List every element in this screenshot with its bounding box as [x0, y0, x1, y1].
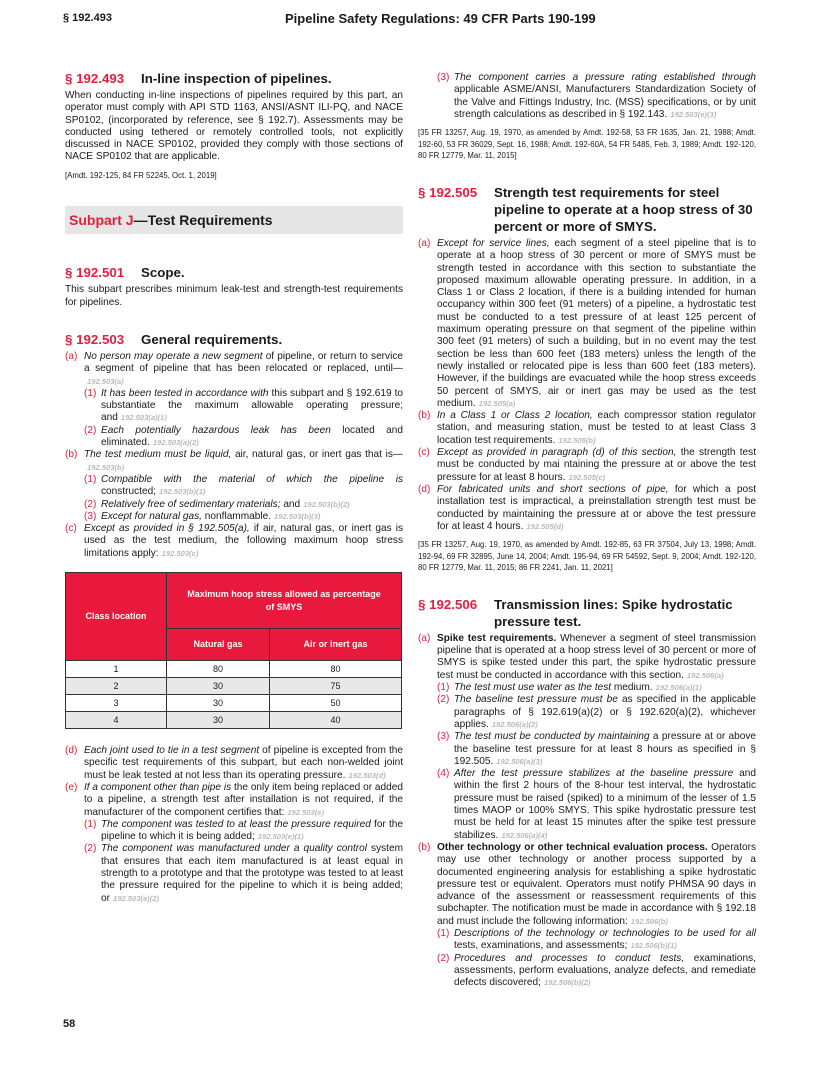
section-title: Strength test requirements for steel pipeline to operate at a hoop stress of 30 percent or more of SMYS.	[494, 184, 753, 234]
paragraph-item	[418, 768, 756, 842]
paragraph-reference-tag: 192.503(c)	[161, 548, 199, 558]
paragraph-reference-tag: 192.503(b)(2)	[303, 499, 350, 509]
paragraph-label: (3)	[437, 72, 450, 83]
paragraph-text: and within the first 2 hours of the 8-hour test interval, the hydrostatic pressure must be raised (spiked) to a minimum of the lesser of 1.5 times MAOP or 100% SMYS. This spike hydrostatic pressure test must be held for at least 15 minutes after the spike test pressure stabilizes.	[454, 768, 756, 841]
hoop-stress-table	[65, 572, 402, 729]
paragraph-item	[65, 523, 403, 560]
paragraph-reference-tag: 192.503(b)(3)	[274, 511, 321, 521]
paragraph-reference-tag: 192.505(a)	[478, 398, 516, 408]
paragraph-reference-tag: 192.503(e)(2)	[112, 893, 159, 903]
paragraph-label: (d)	[418, 483, 431, 495]
paragraph-label: (1)	[437, 682, 450, 694]
section-heading-192-503	[65, 331, 403, 348]
paragraph-italic-lead: Except as provided in § 192.505(a),	[84, 523, 250, 535]
paragraph-list	[418, 633, 756, 990]
paragraph-item	[65, 499, 403, 511]
amendment-citation: [35 FR 13257, Aug. 19, 1970, as amended by Amdt. 192-85, 63 FR 37504, July 13, 1998; Amdt. 192-94, 69 FR 32895, June 14, 2004; Amdt. 195-94, 69 FR 54592, Sept. 9, 2004; Amdt. 192-120, 80 FR 12779, Mar. 11, 2015; 86 FR 2241, Jan. 11, 2021]	[418, 540, 756, 573]
paragraph-italic-lead: No person may operate a new segment	[84, 350, 263, 362]
paragraph-italic-lead: Each joint used to tie in a test segment	[84, 745, 260, 757]
paragraph-text: as specified in the applicable paragraphs of § 192.619(a)(2) or § 192.620(a)(2), whichever applies.	[454, 694, 756, 730]
paragraph-text: tests, examinations, and assessments;	[454, 940, 628, 952]
paragraph-reference-tag: 192.506(b)(2)	[543, 978, 591, 988]
table-header-class-location: Class location	[66, 573, 167, 661]
paragraph-text: system that ensures that each item manufactured is at least equal in strength to a prototype and that the prototype was tested to at least the pressure required for the pipeline to which it is being added; or	[101, 843, 403, 904]
table-header-air-inert-gas: Air or inert gas	[269, 629, 401, 661]
paragraph-item	[418, 72, 756, 121]
paragraph-italic-lead: The test must use water as the test	[454, 682, 612, 694]
paragraph-item	[418, 484, 756, 533]
paragraph-text: nonflammable.	[202, 510, 272, 522]
section-body: This subpart prescribes minimum leak-test and strength-test requirements for pipelines.	[65, 284, 403, 308]
paragraph-list	[65, 745, 403, 905]
paragraph-text: Operators may use other technology or another process supported by a documented engineering analysis for establishing a spike hydrostatic pressure test or equivalent. Operators must notify PHMSA 90 days in advance of the assessment or reassessment requirements of this subchapter. The notification must be made in accordance with § 192.18 and must include the following information:	[437, 841, 757, 927]
section-title: Transmission lines: Spike hydrostatic pressure test.	[494, 596, 733, 629]
paragraph-italic-lead: The test medium must be liquid,	[84, 449, 232, 461]
paragraph-item	[418, 694, 756, 731]
paragraph-text: Whenever a segment of steel transmission pipeline that is operated at a hoop stress level of 30 percent or more of SMYS is spike tested under this part, the spike hydrostatic pressure test must be conducted in accordance with this section.	[437, 632, 756, 681]
paragraph-text: the only item being replaced or added to a pipeline, a strength test after installation is not required, if the manufacturer of the component certifies that:	[84, 781, 403, 818]
table-cell: 3	[66, 695, 167, 712]
paragraph-reference-tag: 192.503(e)(1)	[257, 832, 304, 842]
table-cell: 80	[269, 661, 401, 678]
paragraph-item	[65, 425, 403, 450]
paragraph-text: air, natural gas, or inert gas that is—	[231, 449, 404, 461]
paragraph-reference-tag: 192.506(b)	[630, 916, 668, 926]
paragraph-item	[65, 843, 403, 904]
paragraph-text: if air, natural gas, or inert gas is used as the test medium, the following maximum hoop stress limitations apply:	[84, 523, 403, 559]
paragraph-italic-lead: Relatively free of sedimentary materials;	[101, 498, 281, 510]
paragraph-reference-tag: 192.505(d)	[526, 521, 564, 531]
paragraph-item	[418, 633, 756, 682]
paragraph-reference-tag: 192.503(d)	[348, 770, 386, 780]
paragraph-text: located and eliminated.	[101, 424, 403, 449]
paragraph-reference-tag: 192.506(a)	[686, 670, 724, 680]
paragraph-text: of pipeline is excepted from the specific test requirements of this subpart, but each non-welded joint must be leak tested at not less than its operating pressure.	[84, 745, 403, 781]
paragraph-label: (2)	[84, 498, 97, 510]
paragraph-text: for which a post installation test is impractical, a preinstallation strength test must be conducted by maintaining the pressure at or above the test pressure for at least 4 hours.	[437, 483, 756, 532]
paragraph-item	[418, 238, 756, 410]
section-number: § 192.501	[65, 265, 125, 281]
table-cell: 80	[167, 661, 270, 678]
left-column	[65, 70, 403, 905]
section-heading-192-493	[65, 70, 403, 87]
paragraph-label: (b)	[418, 841, 431, 853]
paragraph-item	[65, 511, 403, 523]
page-number: 58	[63, 1018, 76, 1030]
paragraph-reference-tag: 192.506(a)(3)	[496, 756, 543, 766]
table-header-group: Maximum hoop stress allowed as percentage of SMYS	[167, 573, 402, 629]
section-number: § 192.493	[65, 71, 125, 86]
paragraph-item	[418, 682, 756, 694]
paragraph-label: (d)	[65, 745, 78, 757]
running-header-title: Pipeline Safety Regulations: 49 CFR Parts 190-199	[285, 11, 596, 26]
paragraph-italic-lead: Except for service lines,	[437, 237, 550, 249]
paragraph-italic-lead: Each potentially hazardous leak has been	[101, 424, 331, 436]
paragraph-text: and	[280, 498, 301, 510]
paragraph-label: (b)	[418, 410, 431, 422]
paragraph-text: each segment of a steel pipeline that is to operate at a hoop stress of 30 percent or more of SMYS must be strength tested in accordance with this section to substantiate the proposed maximum allowable operating pressure. In addition, in a Class 1 or Class 2 location, if there is a building intended for human occupancy within 300 feet (91 meters) of a pipeline, a hydrostatic test must be conducted to a test pressure of at least 125 percent of maximum operating pressure on that segment of the pipeline within 300 feet (91 meters) of such a building, but in no event may the test section be less than 600 feet (183 meters) unless the length of the newly installed or relocated pipe is less than 600 feet (183 meters). However, if the buildings are evacuated while the hoop stress exceeds 50 percent of SMYS, air or inert gas may be used as the test medium.	[437, 237, 756, 409]
paragraph-text: for the pipeline to which it is being added;	[101, 818, 404, 843]
paragraph-list	[65, 351, 403, 560]
paragraph-item	[418, 731, 756, 768]
paragraph-reference-tag: 192.506(a)(4)	[501, 830, 548, 840]
section-title: Scope.	[141, 265, 185, 281]
table-cell: 1	[66, 661, 167, 678]
paragraph-heading: Spike test requirements.	[437, 632, 557, 644]
paragraph-italic-lead: Except for natural gas,	[101, 510, 202, 522]
paragraph-text: a pressure at or above the baseline test pressure for at least 8 hours as specified in § 192.505.	[454, 731, 757, 767]
paragraph-text: the strength test must be conducted by mai ntaining the pressure at or above the test pressure for at least 8 hours.	[437, 447, 757, 483]
paragraph-label: (3)	[437, 731, 450, 743]
paragraph-item	[65, 819, 403, 844]
table-header-natural-gas: Natural gas	[167, 629, 270, 661]
paragraph-italic-lead: The baseline test pressure must be	[454, 694, 618, 706]
paragraph-item	[65, 745, 403, 782]
amendment-citation: [Amdt. 192-125, 84 FR 52245, Oct. 1, 2019]	[65, 170, 217, 180]
section-title: In-line inspection of pipelines.	[141, 71, 332, 86]
section-number: § 192.505	[418, 184, 478, 200]
subpart-heading	[65, 206, 403, 234]
paragraph-label: (2)	[437, 694, 450, 706]
paragraph-italic-lead: The component was manufactured under a quality control	[101, 843, 368, 855]
paragraph-italic-lead: The component was tested to at least the pressure required	[101, 818, 371, 830]
paragraph-item	[65, 388, 403, 425]
paragraph-text: applicable ASME/ANSI, Manufacturers Standardization Society of the Valve and Fittings Industry, Inc. (MSS) specifications, or by unit strength calculations as described in § 192.143.	[454, 84, 756, 120]
paragraph-label: (a)	[418, 237, 431, 249]
paragraph-text: of pipeline, or return to service a segment of pipeline that has been relocated or replaced, until—	[84, 350, 403, 375]
section-heading-192-501	[65, 264, 403, 281]
paragraph-item	[418, 410, 756, 447]
paragraph-italic-lead: The test must be conducted by maintaining	[454, 731, 650, 743]
paragraph-label: (4)	[437, 768, 450, 780]
paragraph-reference-tag: 192.503(b)(1)	[158, 487, 206, 497]
table-cell: 2	[66, 678, 167, 695]
paragraph-italic-lead: Descriptions of the technology or technologies to be used for all	[454, 928, 756, 939]
table-row	[66, 712, 402, 729]
section-heading-192-505	[418, 184, 756, 235]
table-row	[66, 661, 402, 678]
paragraph-reference-tag: 192.506(b)(1)	[630, 941, 677, 951]
paragraph-italic-lead: After the test pressure stabilizes at the baseline pressure	[454, 768, 734, 780]
table-cell: 4	[66, 712, 167, 729]
paragraph-list	[418, 238, 756, 533]
table-cell: 30	[167, 712, 270, 729]
running-header	[63, 11, 755, 27]
amendment-citation: [35 FR 13257, Aug. 19, 1970, as amended by Amdt. 192-58, 53 FR 1635, Jan. 21, 1988; Amdt. 192-60, 53 FR 36029, Sept. 16, 1988; Amdt. 192-60A, 54 FR 5485, Feb. 3, 1989; Amdt. 192-120, 80 FR 12779, Mar. 11, 2015]	[418, 128, 756, 161]
paragraph-reference-tag: 192.505(c)	[568, 472, 606, 482]
paragraph-text: constructed;	[101, 486, 156, 498]
paragraph-reference-tag: 192.506(a)(2)	[491, 719, 538, 729]
paragraph-italic-lead: It has been tested in accordance with	[101, 387, 269, 399]
paragraph-item	[65, 351, 403, 388]
paragraph-italic-lead: Procedures and processes to conduct tests,	[454, 952, 685, 964]
paragraph-item	[65, 449, 403, 474]
subpart-label: Subpart J	[69, 212, 134, 229]
paragraph-item	[418, 447, 756, 484]
paragraph-italic-lead: If a component other than pipe is	[84, 781, 232, 793]
paragraph-item	[418, 842, 756, 928]
paragraph-italic-lead: The component carries a pressure rating established through	[454, 72, 756, 83]
paragraph-reference-tag: 192.503(a)(2)	[152, 438, 199, 448]
paragraph-label: (1)	[84, 387, 97, 399]
table-cell: 75	[269, 678, 401, 695]
paragraph-reference-tag: 192.506(a)(1)	[655, 683, 702, 693]
table-cell: 30	[167, 678, 270, 695]
paragraph-label: (2)	[84, 843, 97, 855]
running-header-section: § 192.493	[63, 12, 112, 24]
subpart-title: —Test Requirements	[133, 212, 273, 229]
table-cell: 50	[269, 695, 401, 712]
paragraph-reference-tag: 192.505(b)	[558, 435, 596, 445]
section-body: When conducting in-line inspections of pipelines required by this part, an operator must comply with API STD 1163, ANSI/ASNT ILI-PQ, and NACE SP0102, (incorporated by reference, see § 192.7). Assessments may be conducted using tethered or remotely controlled tools, not explicitly discussed in NACE SP0102, provided they comply with those sections of NACE SP0102 that are applicable.	[65, 90, 403, 163]
paragraph-label: (b)	[65, 449, 78, 461]
paragraph-item	[418, 953, 756, 990]
section-number: § 192.506	[418, 596, 478, 612]
paragraph-label: (a)	[65, 350, 78, 362]
paragraph-label: (3)	[84, 510, 97, 522]
paragraph-heading: Other technology or other technical evaluation process.	[437, 841, 708, 853]
section-heading-192-506	[418, 596, 756, 630]
paragraph-text: examinations, assessments, perform evaluations, analyze defects, and remediate defects discovered;	[454, 952, 756, 989]
paragraph-reference-tag: 192.503(b)	[87, 462, 125, 472]
paragraph-reference-tag: 192.503(e)(3)	[670, 109, 717, 119]
paragraph-italic-lead: In a Class 1 or Class 2 location,	[437, 410, 593, 422]
table-row	[66, 695, 402, 712]
paragraph-label: (e)	[65, 781, 78, 793]
table-cell: 40	[269, 712, 401, 729]
paragraph-italic-lead: Except as provided in paragraph (d) of this section,	[437, 447, 677, 459]
paragraph-item	[418, 928, 756, 953]
paragraph-text: medium.	[611, 682, 653, 694]
paragraph-label: (a)	[418, 632, 431, 644]
paragraph-item	[65, 474, 403, 499]
paragraph-item	[65, 782, 403, 819]
paragraph-label: (2)	[84, 424, 97, 436]
paragraph-reference-tag: 192.503(a)	[87, 376, 124, 386]
paragraph-label: (1)	[84, 473, 97, 485]
paragraph-label: (c)	[65, 523, 77, 535]
paragraph-text: this subpart and § 192.619 to substantiate the maximum allowable operating pressure; and	[101, 387, 403, 424]
paragraph-label: (c)	[418, 447, 430, 459]
paragraph-italic-lead: For fabricated units and short sections of pipe,	[437, 483, 669, 495]
table-cell: 30	[167, 695, 270, 712]
paragraph-label: (2)	[437, 952, 450, 964]
table-row	[66, 678, 402, 695]
right-column	[418, 72, 756, 989]
paragraph-reference-tag: 192.503(a)(1)	[120, 413, 167, 423]
paragraph-label: (1)	[84, 818, 97, 830]
paragraph-label: (1)	[437, 928, 450, 939]
paragraph-reference-tag: 192.503(e)	[287, 807, 325, 817]
paragraph-list	[418, 72, 756, 121]
paragraph-italic-lead: Compatible with the material of which the pipeline is	[101, 473, 403, 485]
paragraph-text: each compressor station regulator station, and measuring station, must be tested to at least Class 3 location test requirements.	[437, 410, 756, 446]
section-title: General requirements.	[141, 331, 283, 347]
section-number: § 192.503	[65, 331, 125, 347]
